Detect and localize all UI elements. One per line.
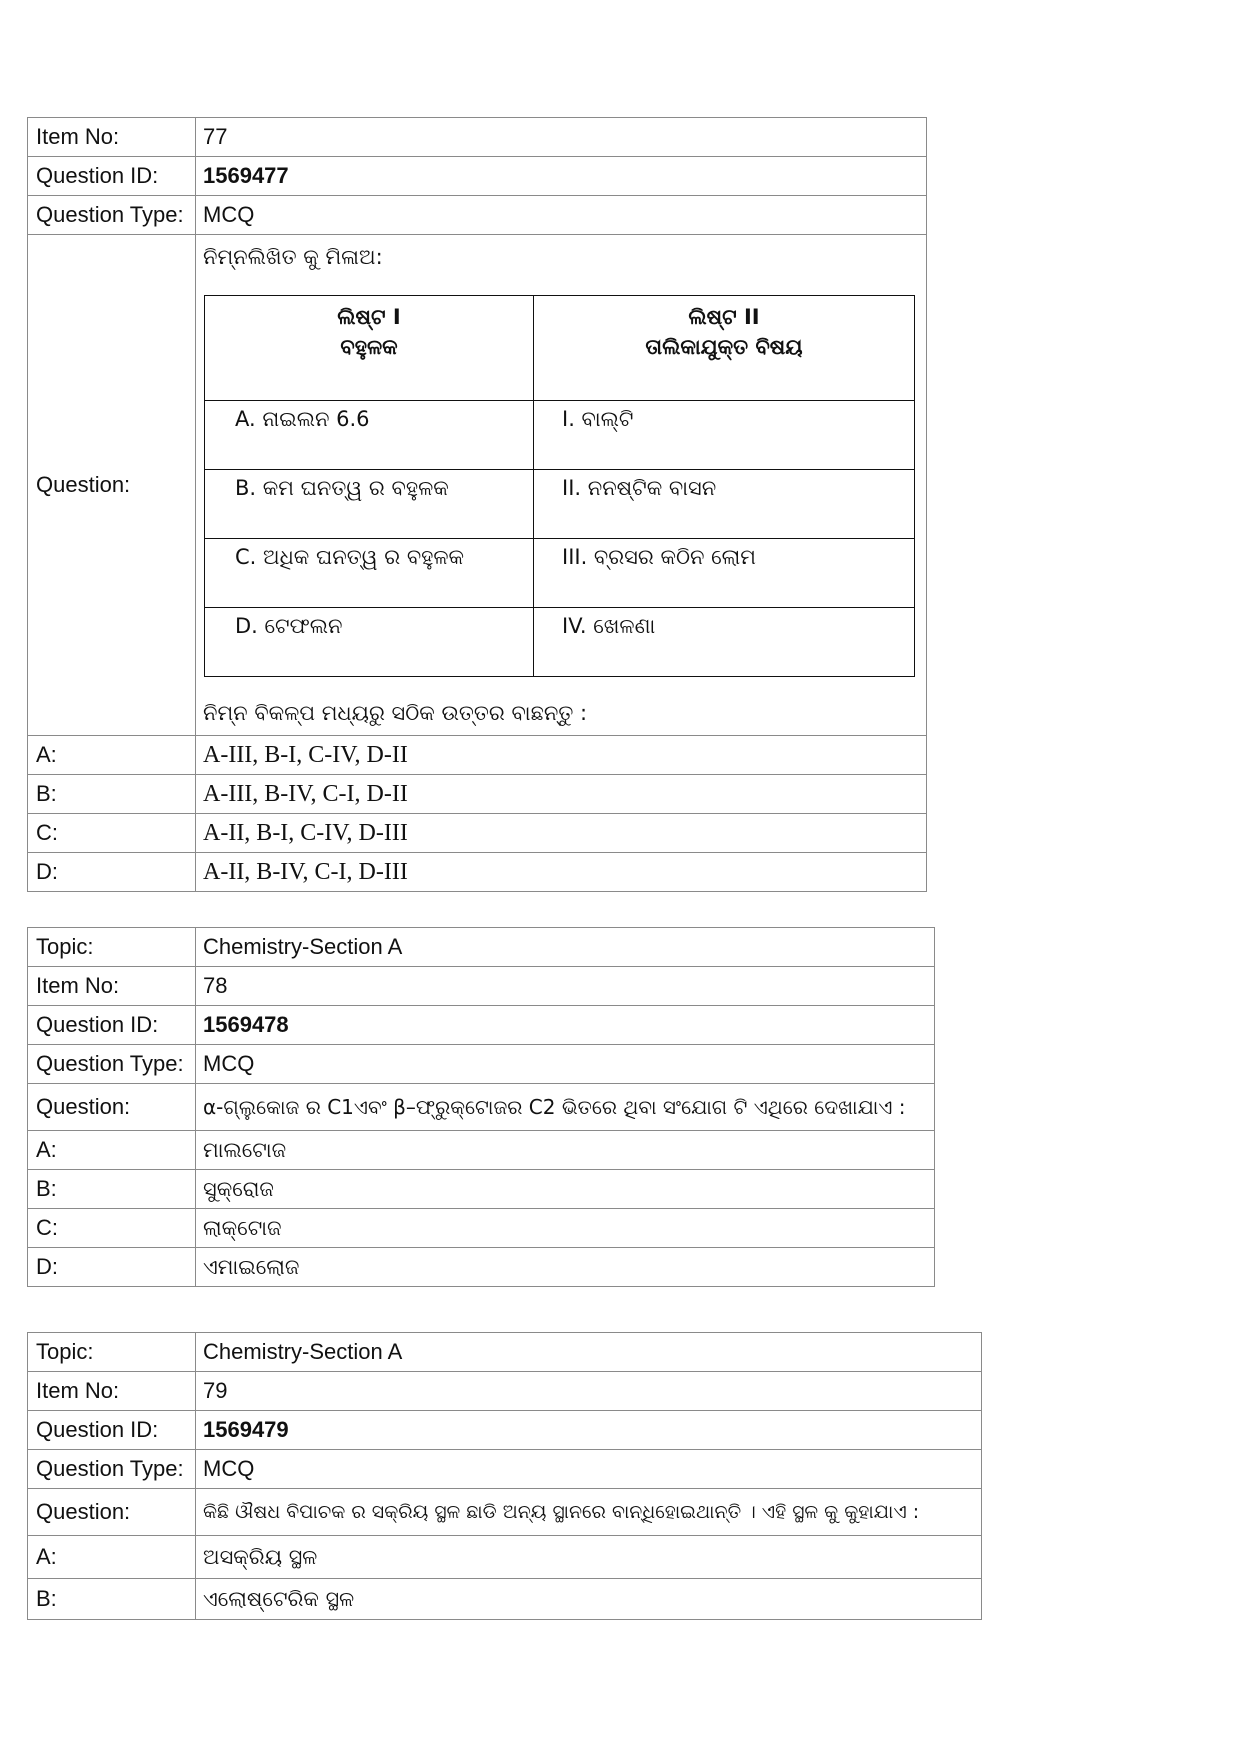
- option-label: D:: [28, 853, 196, 892]
- match-row: [205, 608, 915, 677]
- match-right-cell: I. ବାଲ୍ଟି: [534, 401, 915, 470]
- question-type-row: [28, 196, 927, 235]
- question-type-label: Question Type:: [28, 1450, 196, 1489]
- question-id-value: 1569479: [196, 1411, 982, 1450]
- item-no-value: 79: [196, 1372, 982, 1411]
- question-content: [196, 235, 927, 736]
- option-text: A-III, B-IV, C-I, D-II: [196, 775, 927, 814]
- option-label: B:: [28, 1579, 196, 1620]
- question-type-row: [28, 1045, 935, 1084]
- question-77-table: [27, 117, 927, 892]
- match-row: [205, 539, 915, 608]
- question-text: α-ଗ୍ଲୁକୋଜ ର C1ଏବଂ β–ଫ୍ରୁକ୍ଟୋଜର C2 ଭିତରେ ଥିବା ସଂଯୋଗ ଟି ଏଥିରେ ଦେଖାଯାଏ :: [196, 1084, 935, 1131]
- option-text: A-III, B-I, C-IV, D-II: [196, 736, 927, 775]
- item-no-row: [28, 967, 935, 1006]
- question-id-row: [28, 1411, 982, 1450]
- item-no-value: 77: [196, 118, 927, 157]
- match-row: [205, 401, 915, 470]
- topic-value: Chemistry-Section A: [196, 928, 935, 967]
- option-label: A:: [28, 1536, 196, 1579]
- topic-label: Topic:: [28, 1333, 196, 1372]
- match-right-cell: II. ନନଷ୍ଟିକ ବାସନ: [534, 470, 915, 539]
- option-row: [28, 853, 927, 892]
- topic-row: [28, 928, 935, 967]
- option-label: A:: [28, 736, 196, 775]
- match-col2-title: ଲିଷ୍ଟ II: [688, 305, 760, 329]
- option-row: [28, 1536, 982, 1579]
- question-text: କିଛି ଔଷଧ ବିପାଚକ ର ସକ୍ରିୟ ସ୍ଥଳ ଛାଡି ଅନ୍ୟ ସ୍ଥାନରେ ବାନ୍ଧିହୋଇଥାନ୍ତି । ଏହି ସ୍ଥଳ କୁ କୁହାଯାଏ :: [196, 1489, 982, 1536]
- question-id-label: Question ID:: [28, 157, 196, 196]
- option-label: C:: [28, 1209, 196, 1248]
- match-left-cell: B. କମ ଘନତ୍ୱ ର ବହୁଳକ: [205, 470, 534, 539]
- question-label: Question:: [28, 1084, 196, 1131]
- question-id-label: Question ID:: [28, 1006, 196, 1045]
- match-col1-title: ଲିଷ୍ଟ I: [337, 305, 401, 329]
- question-type-label: Question Type:: [28, 196, 196, 235]
- question-type-value: MCQ: [196, 1450, 982, 1489]
- match-col1-subtitle: ବହୁଳକ: [340, 335, 398, 359]
- item-no-label: Item No:: [28, 1372, 196, 1411]
- question-type-row: [28, 1450, 982, 1489]
- topic-label: Topic:: [28, 928, 196, 967]
- question-outro: ନିମ୍ନ ବିକଳ୍ପ ମଧ୍ୟରୁ ସଠିକ ଉତ୍ତର ବାଛନ୍ତୁ :: [203, 701, 588, 725]
- question-id-label: Question ID:: [28, 1411, 196, 1450]
- match-col2-header: [534, 296, 915, 401]
- option-row: [28, 736, 927, 775]
- item-no-label: Item No:: [28, 967, 196, 1006]
- item-no-row: [28, 1372, 982, 1411]
- question-78-table: [27, 927, 935, 1287]
- question-label: Question:: [28, 235, 196, 736]
- question-intro: ନିମ୍ନଲିଖିତ କୁ ମିଳାଅ:: [203, 245, 383, 269]
- match-table: [204, 295, 915, 677]
- option-text: ମାଲଟୋଜ: [196, 1131, 935, 1170]
- option-label: C:: [28, 814, 196, 853]
- question-row: [28, 1084, 935, 1131]
- option-row: [28, 1248, 935, 1287]
- question-id-row: [28, 157, 927, 196]
- option-text: ଲାକ୍ଟୋଜ: [196, 1209, 935, 1248]
- option-row: [28, 1209, 935, 1248]
- match-col1-header: [205, 296, 534, 401]
- option-row: [28, 814, 927, 853]
- question-label: Question:: [28, 1489, 196, 1536]
- option-text: ଏମାଇଲୋଜ: [196, 1248, 935, 1287]
- question-row: [28, 235, 927, 736]
- match-header-row: [205, 296, 915, 401]
- option-row: [28, 1170, 935, 1209]
- option-label: B:: [28, 775, 196, 814]
- option-label: D:: [28, 1248, 196, 1287]
- option-row: [28, 775, 927, 814]
- question-type-value: MCQ: [196, 1045, 935, 1084]
- option-text: ଏଲୋଷ୍ଟେରିକ ସ୍ଥଳ: [196, 1579, 982, 1620]
- topic-value: Chemistry-Section A: [196, 1333, 982, 1372]
- option-text: ଅସକ୍ରିୟ ସ୍ଥଳ: [196, 1536, 982, 1579]
- question-type-value: MCQ: [196, 196, 927, 235]
- match-left-cell: A. ନାଇଲନ 6.6: [205, 401, 534, 470]
- question-row: [28, 1489, 982, 1536]
- question-type-label: Question Type:: [28, 1045, 196, 1084]
- option-row: [28, 1579, 982, 1620]
- question-79-table: [27, 1332, 982, 1620]
- option-label: B:: [28, 1170, 196, 1209]
- match-left-cell: D. ଟେଫଲନ: [205, 608, 534, 677]
- question-id-row: [28, 1006, 935, 1045]
- question-id-value: 1569478: [196, 1006, 935, 1045]
- item-no-row: [28, 118, 927, 157]
- match-col2-subtitle: ତାଲିକାଯୁକ୍ତ ବିଷୟ: [645, 335, 803, 359]
- option-text: A-II, B-I, C-IV, D-III: [196, 814, 927, 853]
- item-no-label: Item No:: [28, 118, 196, 157]
- question-id-value: 1569477: [196, 157, 927, 196]
- option-text: A-II, B-IV, C-I, D-III: [196, 853, 927, 892]
- option-row: [28, 1131, 935, 1170]
- topic-row: [28, 1333, 982, 1372]
- match-row: [205, 470, 915, 539]
- option-text: ସୁକ୍ରୋଜ: [196, 1170, 935, 1209]
- match-right-cell: IV. ଖେଳଣା: [534, 608, 915, 677]
- match-left-cell: C. ଅଧିକ ଘନତ୍ୱ ର ବହୁଳକ: [205, 539, 534, 608]
- match-right-cell: III. ବ୍ରସର କଠିନ ଲୋମ: [534, 539, 915, 608]
- option-label: A:: [28, 1131, 196, 1170]
- item-no-value: 78: [196, 967, 935, 1006]
